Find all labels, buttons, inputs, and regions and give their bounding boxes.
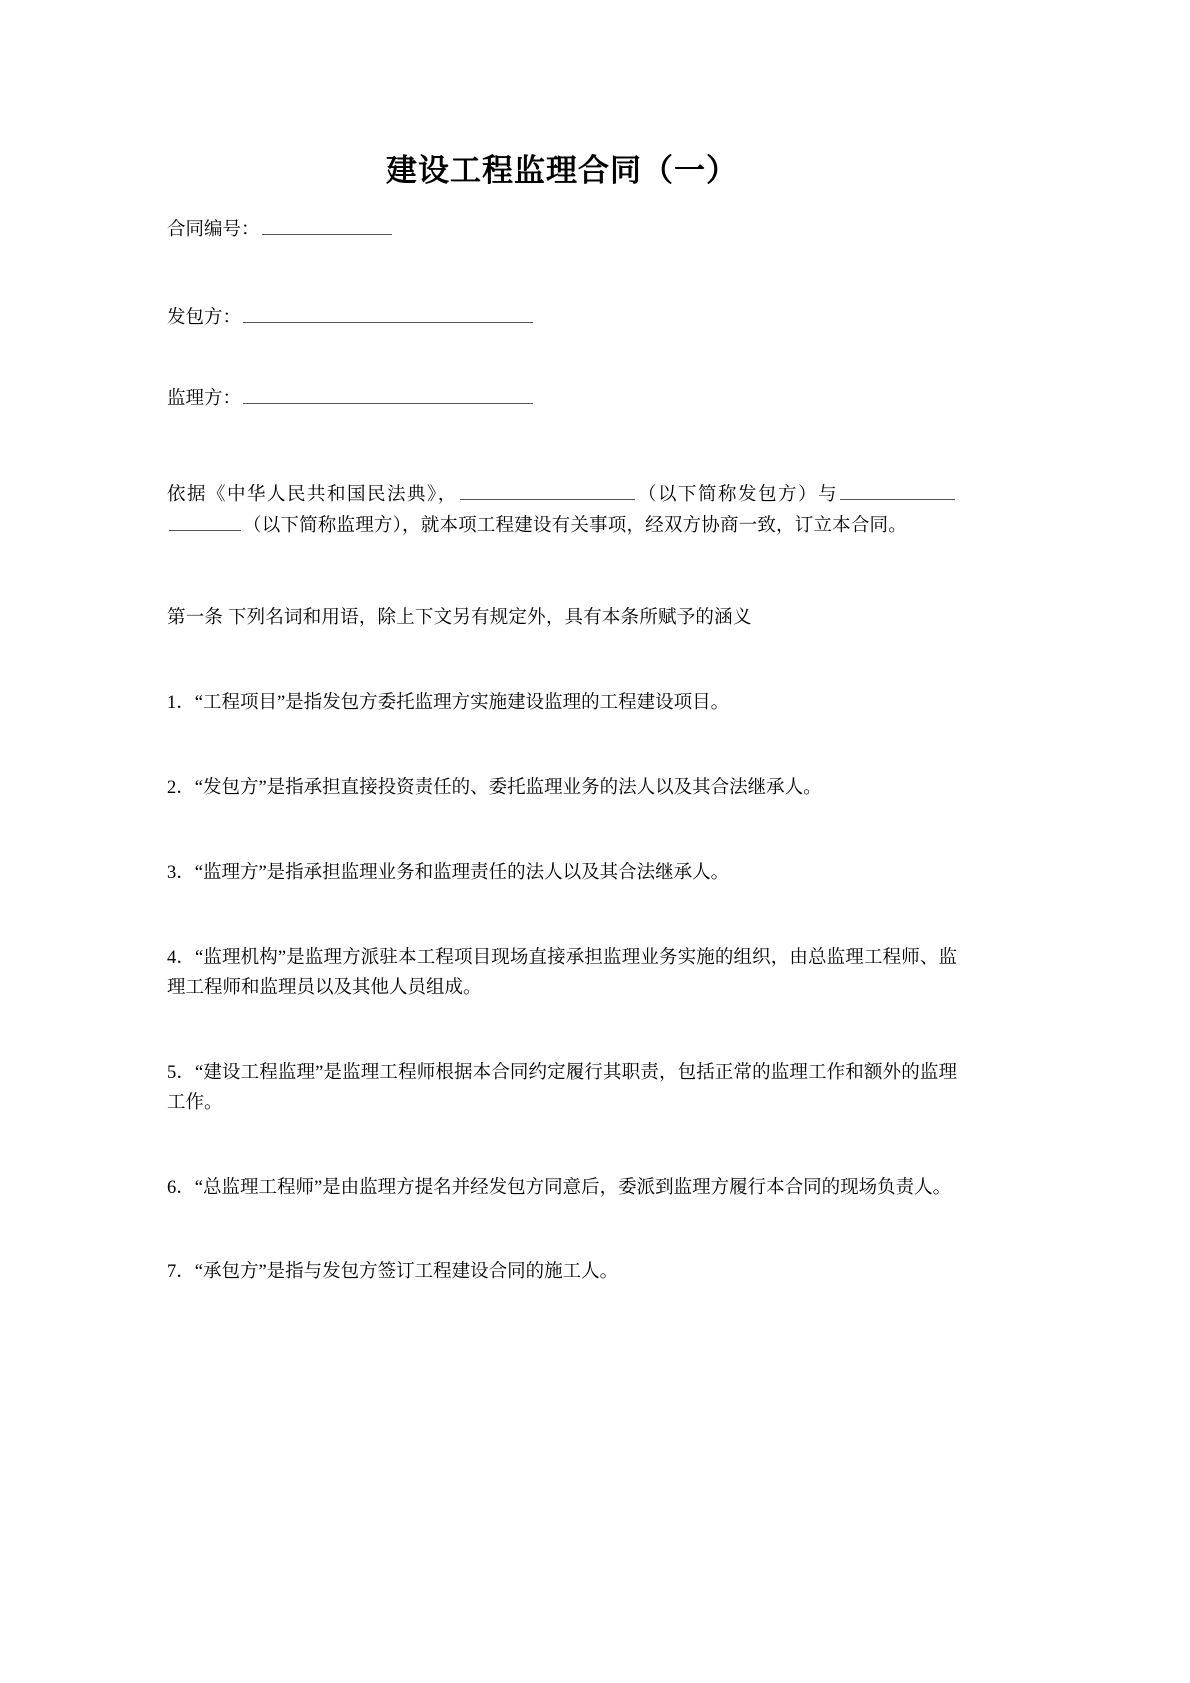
preamble-paragraph <box>167 480 957 542</box>
article-one-item: 6．“总监理工程师”是由监理方提名并经发包方同意后，委派到监理方履行本合同的现场负责人。 <box>167 1177 952 1198</box>
contract-number-field <box>167 215 957 245</box>
article-one-item: 5．“建设工程监理”是监理工程师根据本合同约定履行其职责，包括正常的监理工作和额外的监理工作。 <box>167 1062 957 1113</box>
spacer <box>167 1004 957 1059</box>
party-b-field <box>167 384 957 414</box>
article-one-item: 3．“监理方”是指承担监理业务和监理责任的法人以及其合法继承人。 <box>167 862 730 883</box>
page-title: 建设工程监理合同（一） <box>386 153 738 188</box>
spacer <box>167 719 957 774</box>
spacer <box>167 334 957 384</box>
party-a-blank[interactable] <box>243 303 533 323</box>
party-a-label: 发包方： <box>167 308 242 329</box>
preamble-blank-party-b-1[interactable] <box>840 480 955 500</box>
spacer <box>167 889 957 944</box>
spacer <box>167 414 957 480</box>
preamble-segment-3: （以下简称监理方），就本项工程建设有关事项，经双方协商一致，订立本合同。 <box>243 515 907 536</box>
spacer <box>167 191 957 215</box>
spacer <box>167 245 957 303</box>
spacer <box>167 634 957 689</box>
contract-number-label: 合同编号： <box>167 219 260 240</box>
article-one-item: 2．“发包方”是指承担直接投资责任的、委托监理业务的法人以及其合法继承人。 <box>167 777 822 798</box>
party-a-field <box>167 303 957 333</box>
preamble-blank-party-b-2[interactable] <box>169 511 241 531</box>
contract-number-blank[interactable] <box>262 215 392 235</box>
spacer <box>167 542 957 604</box>
document-content <box>167 0 957 1288</box>
article-one-item: 1．“工程项目”是指发包方委托监理方实施建设监理的工程建设项目。 <box>167 692 730 713</box>
party-b-blank[interactable] <box>243 384 533 404</box>
article-one-item: 4．“监理机构”是监理方派驻本工程项目现场直接承担监理业务实施的组织，由总监理工程师、监理工程师和监理员以及其他人员组成。 <box>167 947 957 998</box>
article-one-item: 7．“承包方”是指与发包方签订工程建设合同的施工人。 <box>167 1262 619 1283</box>
spacer <box>167 1203 957 1258</box>
spacer <box>167 804 957 859</box>
spacer <box>167 1119 957 1174</box>
preamble-blank-party-a[interactable] <box>460 480 635 500</box>
preamble-segment-2: （以下简称发包方）与 <box>636 484 838 505</box>
article-one-heading: 第一条 下列名词和用语，除上下文另有规定外，具有本条所赋予的涵义 <box>167 607 752 628</box>
party-b-label: 监理方： <box>167 388 242 409</box>
preamble-segment-1: 依据《中华人民共和国民法典》， <box>167 484 458 505</box>
